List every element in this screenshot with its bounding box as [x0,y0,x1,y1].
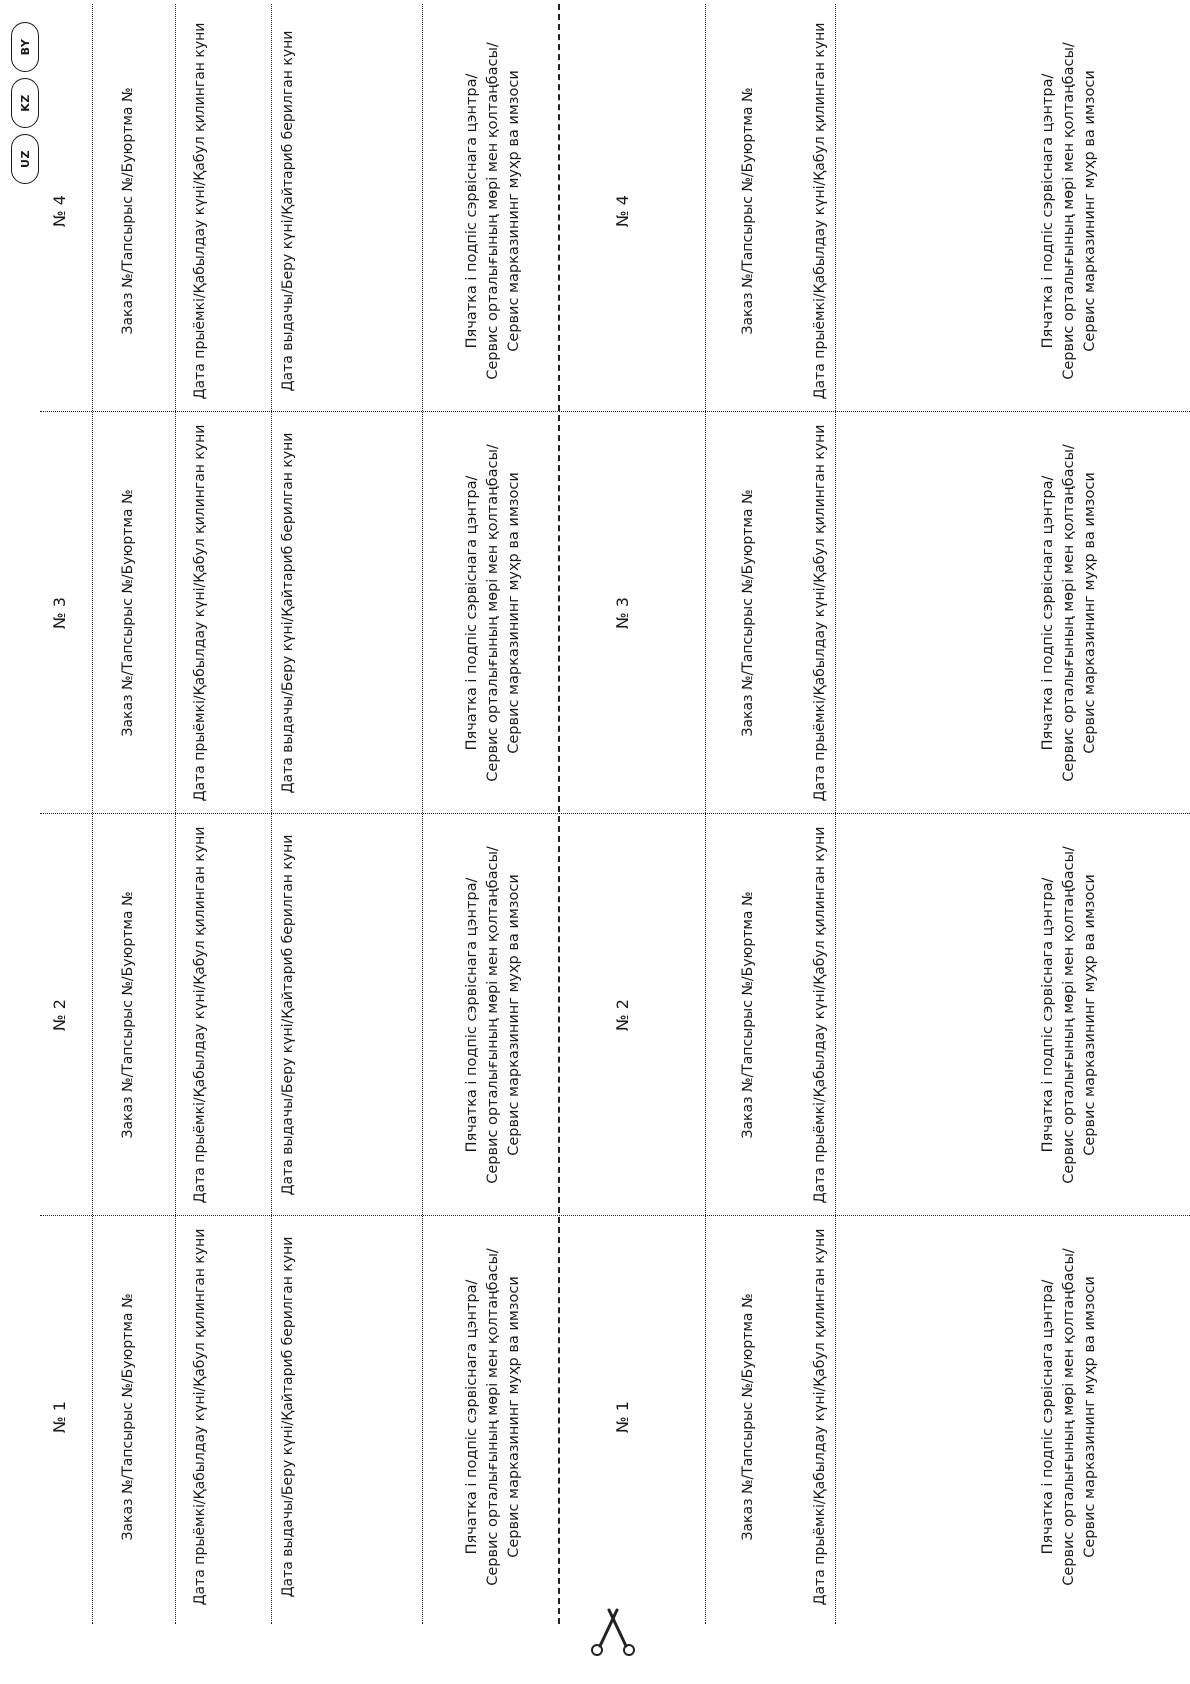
order-number-label: Заказ №/Тапсырыс №/Буюртма № [120,489,136,737]
service-stamp-label: Пячатка і подпіс сэрвіснага цэнтра/ Сервис орталығының мөрі мен қолтаңбасы/ Сервис марказининг муҳр ва имзоси [1040,846,1098,1184]
coupon-stub-number: № 3 [613,597,632,629]
language-badges [8,6,42,184]
acceptance-date-label: Дата прыёмкі/Қабылдау күні/Қабул қилинган куни [192,22,208,400]
coupon-number: № 3 [50,597,69,629]
acceptance-date-label: Дата прыёмкі/Қабылдау күні/Қабул қилинган куни [192,424,208,802]
service-stamp-label: Пячатка і подпіс сэрвіснага цэнтра/ Сервис орталығының мөрі мен қолтаңбасы/ Сервис марказининг муҳр ва имзоси [464,444,522,782]
row-divider [92,4,93,1624]
acceptance-date-label: Дата прыёмкі/Қабылдау күні/Қабул қилинган куни [812,22,828,400]
row-divider [835,4,836,1624]
order-number-label: Заказ №/Тапсырыс №/Буюртма № [740,87,756,335]
service-stamp-label: Пячатка і подпіс сэрвіснага цэнтра/ Сервис орталығының мөрі мен қолтаңбасы/ Сервис марказининг муҳр ва имзоси [464,42,522,380]
coupon-stub-number: № 2 [613,999,632,1031]
order-number-label: Заказ №/Тапсырыс №/Буюртма № [740,1293,756,1541]
row-divider [271,4,272,1624]
coupon-stub-number: № 4 [613,195,632,227]
row-divider [175,4,176,1624]
row-divider [705,4,706,1624]
order-number-label: Заказ №/Тапсырыс №/Буюртма № [740,891,756,1139]
coupon-stub-number: № 1 [613,1401,632,1433]
badge-uz: UZ [11,134,39,184]
service-stamp-label: Пячатка і подпіс сэрвіснага цэнтра/ Сервис орталығының мөрі мен қолтаңбасы/ Сервис марказининг муҳр ва имзоси [1040,444,1098,782]
issue-date-label: Дата выдачы/Беру күні/Қайтариб берилган куни [280,30,296,392]
order-number-label: Заказ №/Тапсырыс №/Буюртма № [740,489,756,737]
acceptance-date-label: Дата прыёмкі/Қабылдау күні/Қабул қилинган куни [812,826,828,1204]
order-number-label: Заказ №/Тапсырыс №/Буюртма № [120,891,136,1139]
issue-date-label: Дата выдачы/Беру күні/Қайтариб берилган куни [280,834,296,1196]
service-stamp-label: Пячатка і подпіс сэрвіснага цэнтра/ Сервис орталығының мөрі мен қолтаңбасы/ Сервис марказининг муҳр ва имзоси [464,846,522,1184]
service-stamp-label: Пячатка і подпіс сэрвіснага цэнтра/ Сервис орталығының мөрі мен қолтаңбасы/ Сервис марказининг муҳр ва имзоси [1040,42,1098,380]
coupon-number: № 1 [50,1401,69,1433]
issue-date-label: Дата выдачы/Беру күні/Қайтариб берилган куни [280,1236,296,1598]
badge-by: BY [11,22,39,72]
service-stamp-label: Пячатка і подпіс сэрвіснага цэнтра/ Сервис орталығының мөрі мен қолтаңбасы/ Сервис марказининг муҳр ва имзоси [1040,1248,1098,1586]
coupon-number: № 2 [50,999,69,1031]
acceptance-date-label: Дата прыёмкі/Қабылдау күні/Қабул қилинган куни [812,424,828,802]
service-stamp-label: Пячатка і подпіс сэрвіснага цэнтра/ Сервис орталығының мөрі мен қолтаңбасы/ Сервис марказининг муҳр ва имзоси [464,1248,522,1586]
acceptance-date-label: Дата прыёмкі/Қабылдау күні/Қабул қилинган куни [192,1228,208,1606]
acceptance-date-label: Дата прыёмкі/Қабылдау күні/Қабул қилинган куни [192,826,208,1204]
order-number-label: Заказ №/Тапсырыс №/Буюртма № [120,87,136,335]
row-divider [422,4,423,1624]
issue-date-label: Дата выдачы/Беру күні/Қайтариб берилган куни [280,432,296,794]
cut-line [558,4,560,1624]
order-number-label: Заказ №/Тапсырыс №/Буюртма № [120,1293,136,1541]
acceptance-date-label: Дата прыёмкі/Қабылдау күні/Қабул қилинган куни [812,1228,828,1606]
coupon-number: № 4 [50,195,69,227]
badge-kz: KZ [11,78,39,128]
